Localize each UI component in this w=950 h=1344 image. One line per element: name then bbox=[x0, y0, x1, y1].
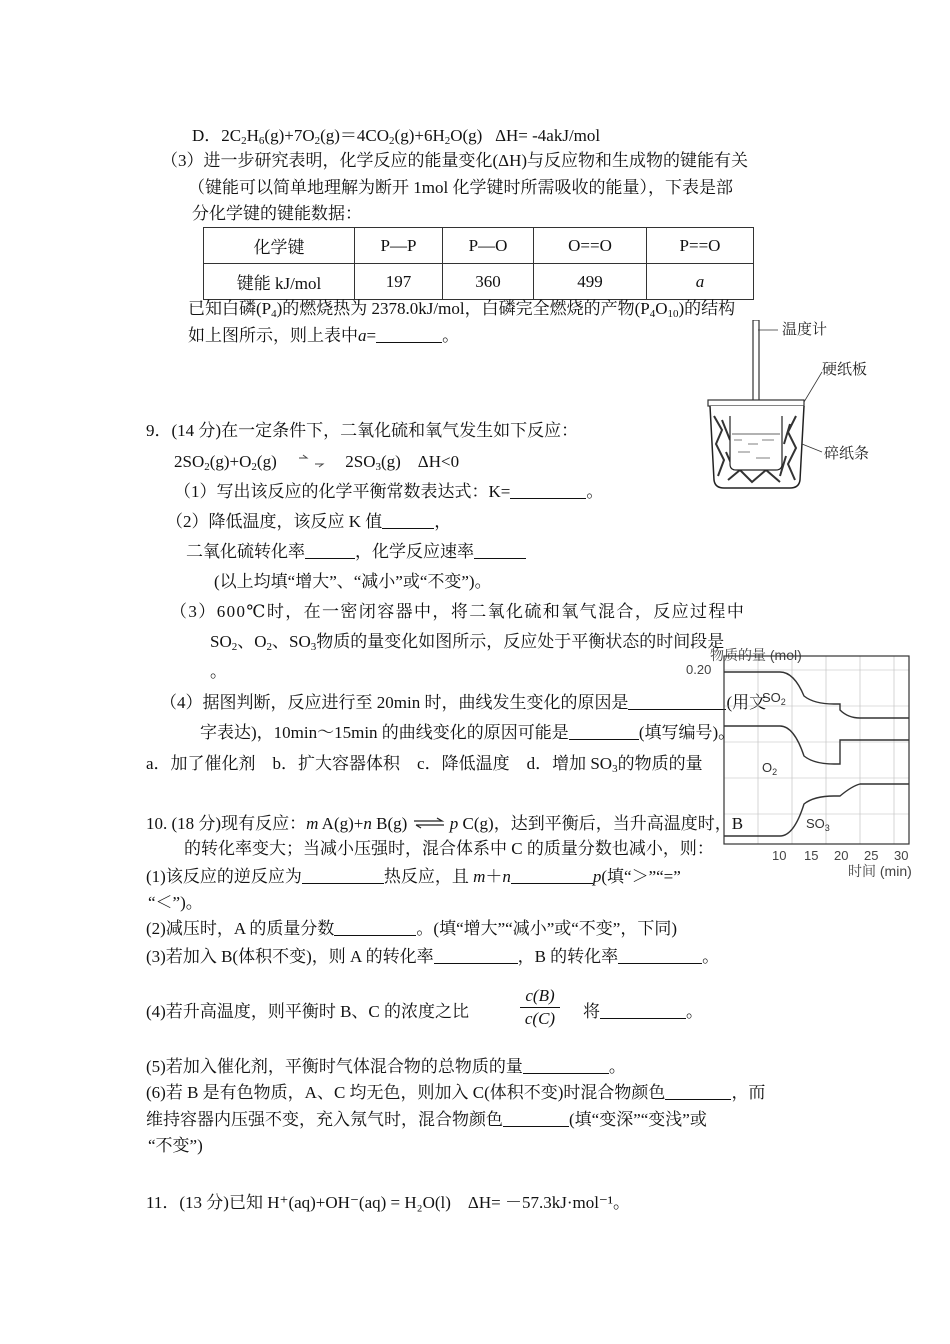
table-cell: 360 bbox=[443, 264, 534, 300]
q10-part3: (3)若加入 B(体积不变)，则 A 的转化率 ，B 的转化率 。 bbox=[146, 947, 720, 966]
q10-part2: (2)减压时，A 的质量分数 。(填“增大”“减小”或“不变”，下同) bbox=[146, 919, 678, 938]
q11-line: 11．(13 分)已知 H⁺(aq)+OH⁻(aq) = H₂O(l) ΔH= －57.3kJ·mol⁻¹。 bbox=[146, 1193, 630, 1212]
answer-blank[interactable] bbox=[305, 542, 355, 559]
label-thermometer: 温度计 bbox=[782, 321, 828, 338]
q10-line1: 10. (18 分)现有反应：m A(g)+n B(g) p C(g)，达到平衡后，当升高温度时，B bbox=[146, 814, 744, 833]
q10-part4-end: 将 。 bbox=[583, 1002, 703, 1021]
x-axis-label: 时间 (min) bbox=[848, 863, 912, 879]
table-header: 化学键 bbox=[204, 228, 355, 264]
table-cell: 键能 kJ/mol bbox=[204, 264, 355, 300]
q10-part5: (5)若加入催化剂，平衡时气体混合物的总物质的量 。 bbox=[146, 1057, 626, 1076]
answer-blank[interactable] bbox=[510, 482, 586, 499]
amount-vs-time-graph bbox=[684, 646, 938, 884]
known-white-phosphorus-line: 已知白磷$(P_4)$的燃烧热为 2378.0kJ/mol，白磷完全燃烧的产物$(P_4O_{10})$的结构 bbox=[188, 299, 736, 320]
table-header: P==O bbox=[647, 228, 754, 264]
q9-part3-line2: $SO_2$、$O_2$、$SO_3$物质的量变化如图所示，反应处于平衡状态的时间段是 bbox=[210, 632, 725, 653]
series-label-so2: $SO_2$ bbox=[762, 690, 786, 707]
reversible-arrow-icon bbox=[285, 454, 337, 468]
answer-blank[interactable] bbox=[376, 326, 442, 343]
answer-blank[interactable] bbox=[618, 947, 702, 964]
o2-curve bbox=[724, 726, 909, 764]
answer-blank[interactable] bbox=[334, 919, 416, 936]
q10-part1-cont: “＜”)。 bbox=[148, 893, 203, 912]
inner-beaker bbox=[730, 416, 782, 470]
find-a-line: 如上图所示，则上表中a= 。 bbox=[188, 326, 460, 345]
q9-part2-note: (以上均填“增大”、“减小”或“不变”)。 bbox=[214, 572, 492, 591]
q10-part1: (1)该反应的逆反应为 热反应，且 m＋n p(填“＞”“=” bbox=[146, 867, 681, 886]
bond-energy-table bbox=[203, 227, 754, 300]
table-row bbox=[204, 228, 754, 264]
so2-curve bbox=[724, 672, 909, 718]
q9-part4-line2: 字表达)，10min～15min 的曲线变化的原因可能是 (填写编号)。 bbox=[200, 723, 736, 742]
table-header: P—P bbox=[355, 228, 443, 264]
series-label-o2: $O_2$ bbox=[762, 760, 778, 777]
answer-blank[interactable] bbox=[434, 947, 518, 964]
answer-blank[interactable] bbox=[569, 723, 639, 740]
q9-part2-line1: （2）降低温度，该反应 K 值 ， bbox=[166, 512, 452, 531]
cardboard-lid bbox=[708, 400, 804, 406]
calorimeter-figure bbox=[700, 320, 900, 495]
x-tick-label: 20 bbox=[834, 848, 849, 863]
table-row bbox=[204, 264, 754, 300]
answer-blank[interactable] bbox=[523, 1057, 609, 1074]
q10-line2: 的转化率变大；当减小压强时，混合体系中 C 的质量分数也减小，则： bbox=[184, 839, 714, 858]
answer-blank[interactable] bbox=[600, 1002, 686, 1019]
x-tick-label: 30 bbox=[894, 848, 909, 863]
q10-part6-line2: 维持容器内压强不变，充入氖气时，混合物颜色 (填“变深”“变浅”或 bbox=[146, 1110, 707, 1129]
q9-equation: $2SO_2(g)+O_2(g)$ $2SO_3(g)$ ΔH<0 bbox=[174, 452, 460, 473]
x-tick-label: 15 bbox=[804, 848, 819, 863]
answer-blank[interactable] bbox=[474, 542, 526, 559]
answer-blank[interactable] bbox=[382, 512, 434, 529]
q10-part6-line3: “不变”) bbox=[148, 1136, 203, 1155]
q10-part6-line1: (6)若 B 是有色物质，A、C 均无色，则加入 C(体积不变)时混合物颜色 ，而 bbox=[146, 1083, 766, 1102]
y-axis-label: 物质的量 (mol) bbox=[710, 647, 802, 663]
q8-part3-line1: （3）进一步研究表明，化学反应的能量变化(ΔH)与反应物和生成物的键能有关 bbox=[161, 151, 749, 170]
q8-part3-line3: 分化学键的键能数据： bbox=[192, 204, 362, 223]
answer-blank[interactable] bbox=[302, 867, 384, 884]
label-paper-strips: 碎纸条 bbox=[824, 445, 870, 462]
q9-options: a．加了催化剂 b．扩大容器体积 c．降低温度 d．增加 $SO_3$的物质的量 bbox=[146, 754, 703, 775]
table-cell: 499 bbox=[534, 264, 647, 300]
option-d-equation: D．$2C_2H_6(g)+7O_2(g)=4CO_2(g)+6H_2O(g)$ ΔH= -4akJ/mol bbox=[192, 126, 601, 147]
label-cardboard: 硬纸板 bbox=[822, 361, 868, 378]
q9-title: 9．(14 分)在一定条件下，二氧化硫和氧气发生如下反应： bbox=[146, 421, 579, 440]
equilibrium-arrow-icon bbox=[412, 817, 446, 829]
answer-blank[interactable] bbox=[665, 1083, 731, 1100]
table-header: O==O bbox=[534, 228, 647, 264]
q10-part4: (4)若升高温度，则平衡时 B、C 的浓度之比 bbox=[146, 1002, 469, 1021]
y-tick-label: 0.20 bbox=[686, 662, 712, 677]
q9-part1: （1）写出该反应的化学平衡常数表达式：K= 。 bbox=[174, 482, 604, 501]
series-label-so3: $SO_3$ bbox=[806, 816, 830, 833]
q9-part3-line1: （3）600℃时，在一密闭容器中，将二氧化硫和氧气混合，反应过程中 bbox=[170, 602, 746, 621]
table-cell: 197 bbox=[355, 264, 443, 300]
x-tick-label: 25 bbox=[864, 848, 879, 863]
q8-part3-line2: （键能可以简单地理解为断开 1mol 化学键时所需吸收的能量），下表是部 bbox=[188, 178, 733, 197]
table-header: P—O bbox=[443, 228, 534, 264]
table-cell: a bbox=[647, 264, 754, 300]
x-tick-label: 10 bbox=[772, 848, 787, 863]
q9-part2-line2: 二氧化硫转化率 ，化学反应速率 bbox=[186, 541, 526, 563]
q9-part3-line3: 。 bbox=[210, 662, 227, 681]
answer-blank[interactable] bbox=[503, 1110, 569, 1127]
q9-part4-line1: （4）据图判断，反应进行至 20min 时，曲线发生变化的原因是 (用文 bbox=[160, 693, 767, 712]
concentration-ratio-fraction: $\frac{c(B)}{c(C)}$ bbox=[520, 985, 560, 1030]
answer-blank[interactable] bbox=[511, 867, 593, 884]
